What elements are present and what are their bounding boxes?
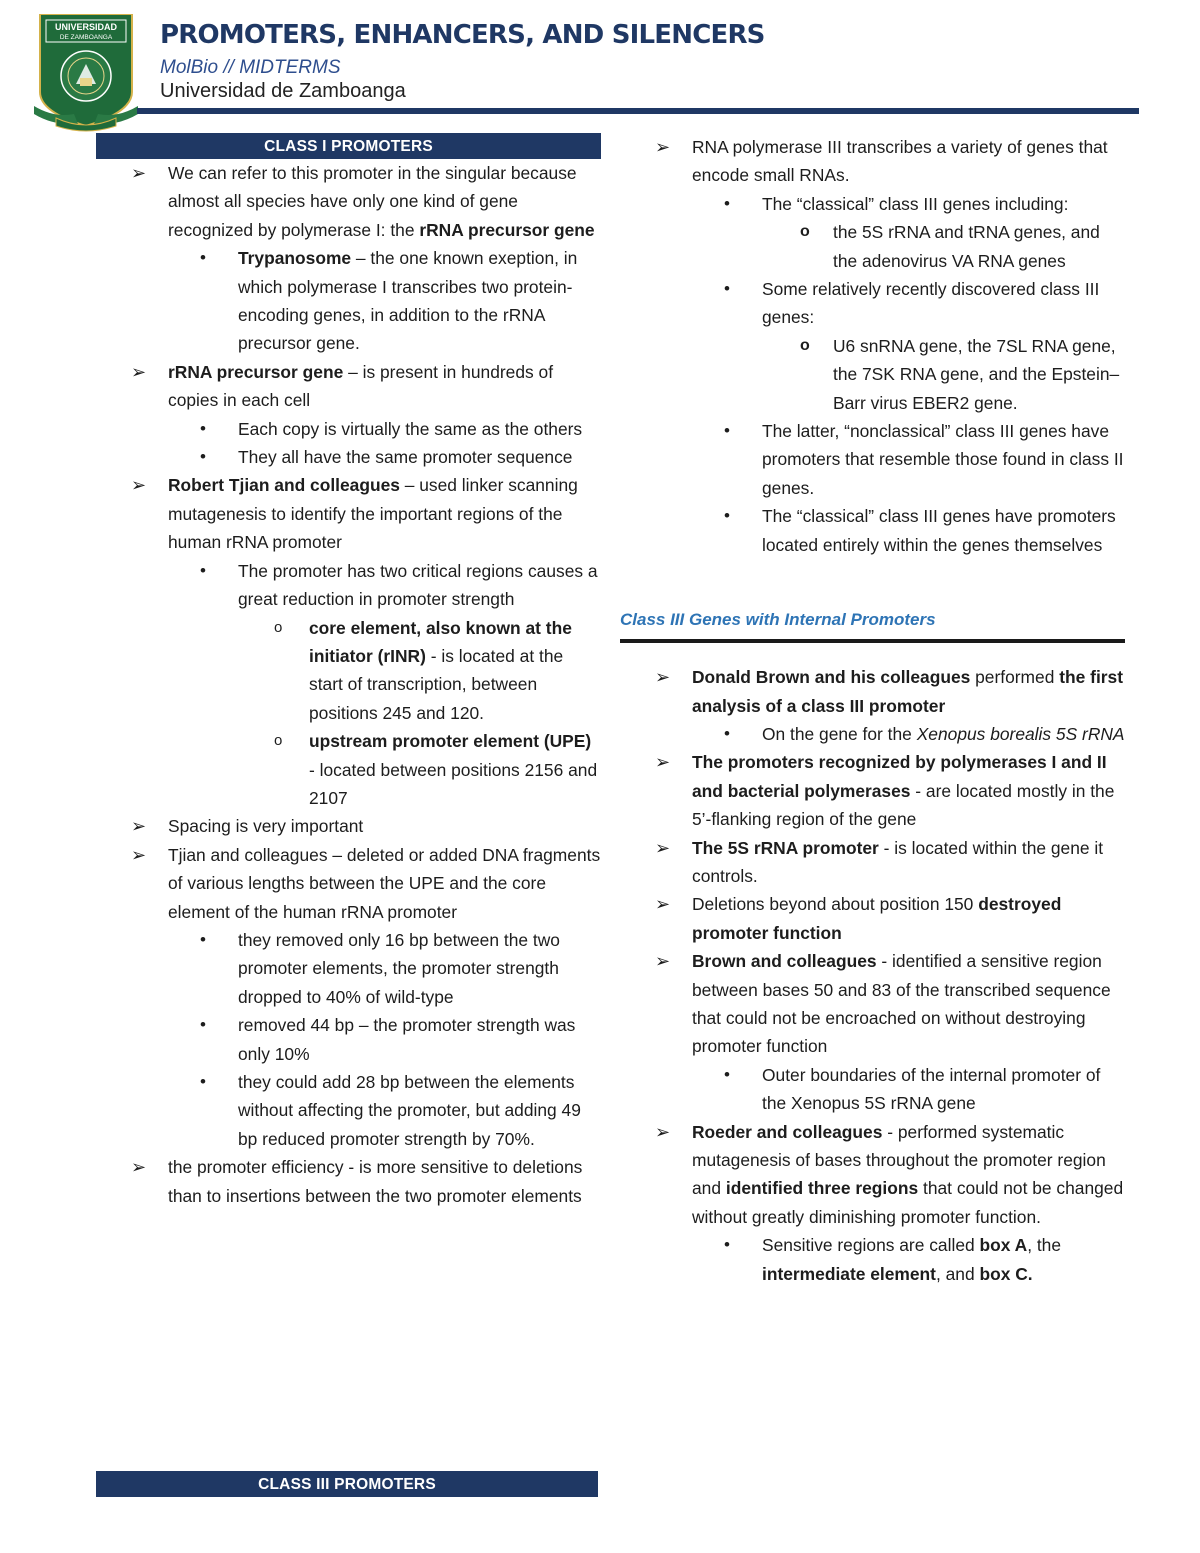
arrow-bullet-icon: ➢ <box>131 1157 147 1178</box>
bullet-icon: • <box>200 1015 206 1035</box>
bullet-icon: • <box>724 1235 730 1255</box>
arrow-bullet-icon: ➢ <box>131 816 147 837</box>
bullet-icon: • <box>724 723 730 743</box>
list-item: • On the gene for the Xenopus borealis 5S rRNA <box>620 720 1125 748</box>
arrow-bullet-icon: ➢ <box>655 1121 671 1142</box>
list-item: • they removed only 16 bp between the two promoter elements, the promoter strength dropped to 40% of wild-type <box>96 926 601 1011</box>
logo-text-2: DE ZAMBOANGA <box>59 34 113 41</box>
section-heading: Class III Genes with Internal Promoters <box>620 607 1125 643</box>
bullet-icon: • <box>724 193 730 213</box>
bullet-icon: • <box>724 506 730 526</box>
bullet-icon: • <box>200 447 206 467</box>
list-item: o the 5S rRNA and tRNA genes, and the adenovirus VA RNA genes <box>620 218 1125 275</box>
list-item: ➢ Roeder and colleagues - performed systematic mutagenesis of bases throughout the promoter region and identified three regions that could not be changed without greatly diminishing promoter function. <box>620 1118 1125 1232</box>
arrow-bullet-icon: ➢ <box>655 951 671 972</box>
list-item: ➢ the promoter efficiency - is more sensitive to deletions than to insertions between the two promoter elements <box>96 1153 601 1210</box>
bullet-icon: • <box>200 248 206 268</box>
list-item: o upstream promoter element (UPE) - located between positions 2156 and 2107 <box>96 727 601 812</box>
circle-bullet-icon: o <box>800 336 810 354</box>
arrow-bullet-icon: ➢ <box>131 361 147 382</box>
list-item: ➢ We can refer to this promoter in the singular because almost all species have only one kind of gene recognized by polymerase I: the rRNA precursor gene <box>96 159 601 244</box>
list-item: ➢ The 5S rRNA promoter - is located within the gene it controls. <box>620 834 1125 891</box>
list-item: • removed 44 bp – the promoter strength was only 10% <box>96 1011 601 1068</box>
document-subtitle: MolBio // MIDTERMS <box>160 57 341 78</box>
arrow-bullet-icon: ➢ <box>131 475 147 496</box>
logo-text-1: UNIVERSIDAD <box>54 22 118 32</box>
list-item: • Some relatively recently discovered class III genes: <box>620 275 1125 332</box>
left-column <box>96 133 601 1210</box>
bullet-icon: • <box>200 1072 206 1091</box>
university-logo <box>34 14 138 134</box>
circle-bullet-icon: o <box>800 223 810 241</box>
list-item: • The “classical” class III genes have promoters located entirely within the genes themselves <box>620 502 1125 559</box>
class-i-promoters-banner: CLASS I PROMOTERS <box>96 133 601 159</box>
list-item: ➢ Deletions beyond about position 150 destroyed promoter function <box>620 890 1125 947</box>
arrow-bullet-icon: ➢ <box>655 894 671 915</box>
circle-bullet-icon: o <box>274 732 283 750</box>
document-title: PROMOTERS, ENHANCERS, AND SILENCERS <box>160 20 765 50</box>
list-item: • Outer boundaries of the internal promoter of the Xenopus 5S rRNA gene <box>620 1061 1125 1118</box>
header-divider <box>137 108 1139 114</box>
list-item: • They all have the same promoter sequence <box>96 443 601 471</box>
list-item: • The “classical” class III genes including: <box>620 190 1125 218</box>
arrow-bullet-icon: ➢ <box>131 163 147 183</box>
list-item: ➢ Spacing is very important <box>96 812 601 840</box>
arrow-bullet-icon: ➢ <box>131 844 147 865</box>
right-column <box>620 133 1125 1288</box>
class-iii-promoters-banner: CLASS III PROMOTERS <box>96 1471 598 1497</box>
list-item: ➢ Robert Tjian and colleagues – used linker scanning mutagenesis to identify the important regions of the human rRNA promoter <box>96 471 601 556</box>
list-item: • Each copy is virtually the same as the others <box>96 415 601 443</box>
list-item: o core element, also known at the initiator (rINR) - is located at the start of transcription, between positions 245 and 120. <box>96 614 601 728</box>
bullet-icon: • <box>724 421 730 441</box>
list-item: ➢ RNA polymerase III transcribes a variety of genes that encode small RNAs. <box>620 133 1125 190</box>
list-item: • they could add 28 bp between the elements without affecting the promoter, but adding 49 bp reduced promoter strength by 70%. <box>96 1068 601 1153</box>
arrow-bullet-icon: ➢ <box>655 137 671 157</box>
list-item: • Sensitive regions are called box A, the intermediate element, and box C. <box>620 1231 1125 1288</box>
arrow-bullet-icon: ➢ <box>655 752 671 773</box>
arrow-bullet-icon: ➢ <box>655 837 671 858</box>
list-item: • Trypanosome – the one known exeption, in which polymerase I transcribes two protein-encoding genes, in addition to the rRNA precursor gene. <box>96 244 601 358</box>
list-item: • The promoter has two critical regions causes a great reduction in promoter strength <box>96 557 601 614</box>
list-item: ➢ Tjian and colleagues – deleted or added DNA fragments of various lengths between the UPE and the core element of the human rRNA promoter <box>96 841 601 926</box>
bullet-icon: • <box>200 929 206 949</box>
organization-name: Universidad de Zamboanga <box>160 80 406 102</box>
list-item: ➢ Donald Brown and his colleagues performed the first analysis of a class III promoter <box>620 663 1125 720</box>
bullet-icon: • <box>724 279 730 299</box>
list-item: o U6 snRNA gene, the 7SL RNA gene, the 7SK RNA gene, and the Epstein–Barr virus EBER2 gene. <box>620 332 1125 417</box>
list-item: • The latter, “nonclassical” class III genes have promoters that resemble those found in class II genes. <box>620 417 1125 502</box>
circle-bullet-icon: o <box>274 618 283 636</box>
list-item: ➢ The promoters recognized by polymerases I and II and bacterial polymerases - are located mostly in the 5’-flanking region of the gene <box>620 748 1125 833</box>
list-item: ➢ Brown and colleagues - identified a sensitive region between bases 50 and 83 of the transcribed sequence that could not be encroached on without destroying promoter function <box>620 947 1125 1061</box>
arrow-bullet-icon: ➢ <box>655 667 671 688</box>
list-item: ➢ rRNA precursor gene – is present in hundreds of copies in each cell <box>96 358 601 415</box>
bullet-icon: • <box>724 1064 730 1084</box>
bullet-icon: • <box>200 418 206 438</box>
bullet-icon: • <box>200 560 206 580</box>
